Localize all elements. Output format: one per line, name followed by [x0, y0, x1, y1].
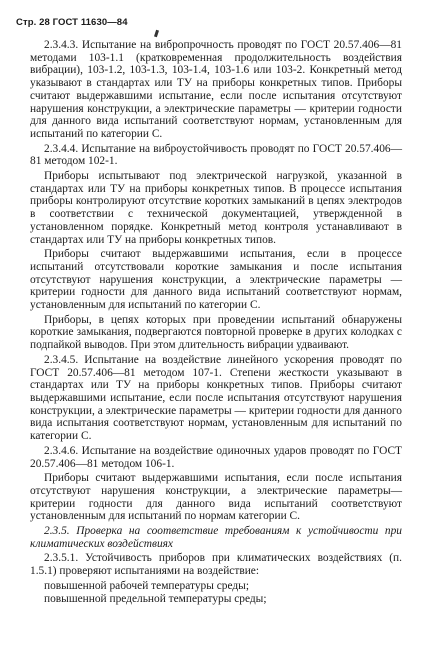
paragraph-2-3-4-3: 2.3.4.3. Испытание на вибропрочность проводят по ГОСТ 20.57.406—81 методами 103-1.1 (кратковременная продолжительность воздействия вибрации), 103-1.2, 103-1.3, 103-1.4, 103-1.6 или 103-2. Конкретный метод указывают в стандартах или ТУ на приборы конкретных типов. Приборы считают выдержавшими испытание, если после испытания отсутствуют нарушения конструкции, а электрические параметры — критерии годности для данного вида испытаний соответствуют нормам, установленным для испытаний по категории С. [30, 39, 402, 140]
paragraph-2-3-4-6: 2.3.4.6. Испытание на воздействие одиночных ударов проводят по ГОСТ 20.57.406—81 методом 106-1. [30, 444, 402, 470]
list-item: повышенной предельной температуры среды; [44, 592, 267, 605]
paragraph-2-3-5-1: 2.3.5.1. Устойчивость приборов при климатических воздействиях (п. 1.5.1) проверяют испытаниями на воздействие: [30, 552, 402, 578]
paragraph-electrical-load: Приборы испытывают под электрической нагрузкой, указанной в стандартах или ТУ на приборы конкретных типов. В процессе испытания приборы контролируют отсутствие коротких замыканий в цепях электродов в соответствии с технической документацией, утвержденной в установленном порядке. Конкретный метод контроля устанавливают в стандартах или ТУ на приборы конкретных типов. [30, 170, 402, 246]
paragraph-shock-passed: Приборы считают выдержавшими испытания, если после испытания отсутствуют нарушения конструкции, а электрические параметры—критерии годности для данного вида испытаний соответствуют установленным для испытаний по нормам категории С. [30, 472, 402, 523]
paragraph-passed-criteria: Приборы считают выдержавшими испытания, если в процессе испытаний отсутствовали короткие замыкания и после испытания отсутствуют нарушения конструкции, а электрические параметры — критерии годности для данного вида испытаний соответствуют нормам, установленным для испытаний по категории С. [30, 248, 402, 312]
document-body [30, 39, 402, 605]
scan-mark [154, 30, 159, 38]
paragraph-short-circuits: Приборы, в цепях которых при проведении испытаний обнаружены короткие замыкания, подвергаются повторной проверке в других колодках с подпайкой выводов. При этом длительность вибрации удваивают. [30, 313, 402, 352]
page-header: Стр. 28 ГОСТ 11630—84 [16, 17, 128, 28]
list-item: повышенной рабочей температуры среды; [44, 579, 249, 592]
section-title-2-3-5: 2.3.5. Проверка на соответствие требованиям к устойчивости при климатических воздействиях [30, 525, 402, 550]
paragraph-2-3-4-4: 2.3.4.4. Испытание на виброустойчивость проводят по ГОСТ 20.57.406—81 методом 102-1. [30, 142, 402, 168]
paragraph-2-3-4-5: 2.3.4.5. Испытание на воздействие линейного ускорения проводят по ГОСТ 20.57.406—81 методом 107-1. Степени жесткости указывают в стандартах или ТУ на приборы конкретных типов. Приборы считают выдержавшими испытание, если после испытания отсутствуют нарушения конструкции, а электрические параметры — критерии годности для данного вида испытания соответствуют нормам, установленным для испытаний по категории С. [30, 353, 402, 443]
